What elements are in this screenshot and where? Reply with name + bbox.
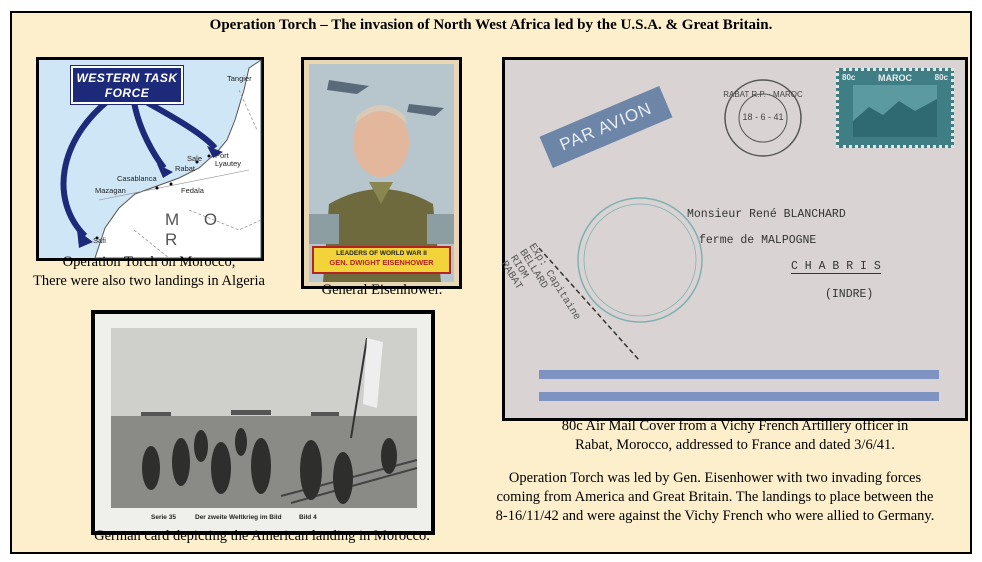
map-label-fedala: Fedala <box>181 186 204 195</box>
postmark-text: RABAT R.P. · MAROC <box>723 90 803 99</box>
address-line3: C H A B R I S <box>791 260 881 273</box>
airmail-cover <box>497 57 968 421</box>
footer-title: Der zweite Weltkrieg im Bild <box>195 514 282 521</box>
map-label-country: M O R <box>165 210 228 249</box>
map-caption-line1: Operation Torch on Morocco, <box>62 254 236 270</box>
footer-number: Bild 4 <box>299 514 317 521</box>
operation-torch-map <box>36 57 264 261</box>
map-label-tangier: Tangier <box>227 74 252 83</box>
map-label-rabat: Rabat <box>175 164 196 173</box>
map-label-mazagan: Mazagan <box>95 186 126 195</box>
eisenhower-banner <box>312 246 451 274</box>
description-line3: 8-16/11/42 and were against the Vichy French who were allied to Germany. <box>495 508 935 524</box>
map-label-sale: Sale <box>187 154 203 163</box>
footer-series: Serie 35 <box>151 514 176 521</box>
airmail-band-top <box>539 370 939 379</box>
banner-name: GEN. DWIGHT EISENHOWER <box>329 258 434 267</box>
description-line2: coming from America and Great Britain. The landings to place between the <box>496 489 934 505</box>
address-line2: ferme de MALPOGNE <box>699 234 817 247</box>
eisenhower-card <box>301 57 462 289</box>
address-line4: (INDRE) <box>825 288 874 301</box>
task-force-line2: FORCE <box>104 86 150 100</box>
landing-photo <box>111 328 417 508</box>
airmail-band-bottom <box>539 392 939 401</box>
cover-caption-line1: 80c Air Mail Cover from a Vichy French Artillery officer in <box>561 418 909 434</box>
map-label-casablanca: Casablanca <box>117 174 157 183</box>
postmark-date: 18 - 6 - 41 <box>742 112 784 122</box>
map-label-port-lyautey: Port Lyautey <box>215 151 241 168</box>
task-force-line1: WESTERN TASK <box>76 71 178 85</box>
par-avion-label: PAR AVION <box>540 86 673 168</box>
postage-stamp <box>836 68 954 148</box>
exhibit-page <box>10 11 972 554</box>
cover-caption <box>502 417 968 455</box>
stamp-value-right: 80c <box>934 73 948 82</box>
stamp-value-left: 80c <box>842 73 856 82</box>
description-text <box>460 469 970 526</box>
landing-photo-drawing <box>111 328 417 508</box>
stamp-country: MAROC <box>878 73 912 83</box>
description-line1: Operation Torch was led by Gen. Eisenhower with two invading forces <box>508 470 922 486</box>
map-caption <box>14 253 284 291</box>
banner-series: LEADERS OF WORLD WAR II <box>336 250 427 257</box>
western-task-force-label <box>71 66 183 104</box>
german-card-caption: German card depicting the American landing in Morocco. <box>94 528 430 544</box>
address-line1: Monsieur René BLANCHARD <box>687 208 846 221</box>
map-caption-line2: There were also two landings in Algeria <box>33 273 265 289</box>
sender-text: Exp: Capitaine BELLARD RIOM RABAT <box>497 241 583 323</box>
map-label-safi: Safi <box>93 236 106 245</box>
eisenhower-caption: General Eisenhower. <box>321 282 443 298</box>
german-card <box>91 310 435 535</box>
cover-caption-line2: Rabat, Morocco, addressed to France and dated 3/6/41. <box>575 437 895 453</box>
page-title: Operation Torch – The invasion of North West Africa led by the U.S.A. & Great Britain. <box>209 17 773 33</box>
